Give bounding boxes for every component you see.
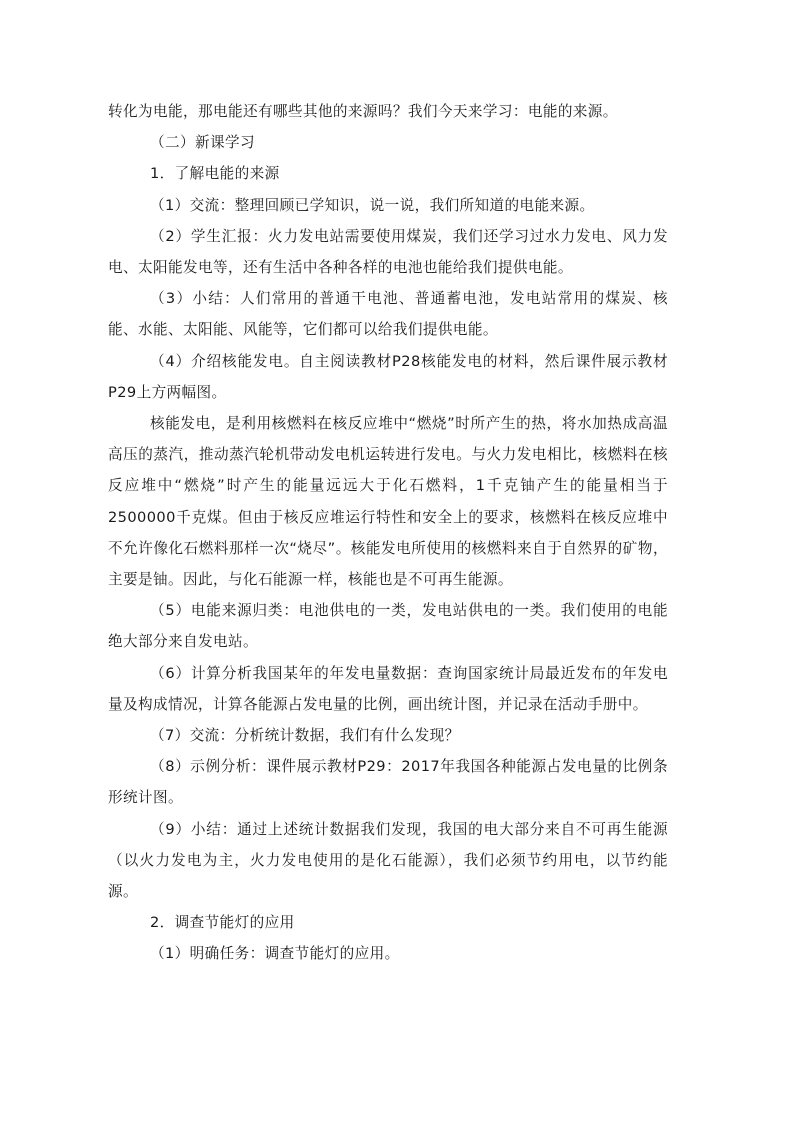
subheading-energy-saving-lamps: 2．调查节能灯的应用 (150, 914, 295, 932)
paragraph-step-6: （6）计算分析我国某年的年发电量数据：查询国家统计局最近发布的年发电量及构成情况，计算各能源占发电量的比例，画出统计图，并记录在活动手册中。 (108, 664, 668, 713)
paragraph-step-8: （8）示例分析：课件展示教材P29：2017年我国各种能源占发电量的比例条形统计图。 (108, 758, 668, 807)
section-heading-new-lesson: （二）新课学习 (150, 134, 255, 152)
paragraph-step-4: （4）介绍核能发电。自主阅读教材P28核能发电的材料，然后课件展示教材P29上方两幅图。 (108, 352, 668, 401)
paragraph-intro-continuation: 转化为电能，那电能还有哪些其他的来源吗？我们今天来学习：电能的来源。 (108, 103, 618, 120)
paragraph-step-7: （7）交流：分析统计数据，我们有什么发现？ (150, 727, 460, 745)
document-body (108, 96, 668, 970)
subheading-electricity-sources: 1．了解电能的来源 (150, 165, 280, 183)
paragraph-nuclear-power: 核能发电，是利用核燃料在核反应堆中“燃烧”时所产生的热，将水加热成高温高压的蒸汽，推动蒸汽轮机带动发电机运转进行发电。与火力发电相比，核燃料在核反应堆中“燃烧”时产生的能量远远大于化石燃料，1千克铀产生的能量相当于2500000千克煤。但由于核反应堆运行特性和安全上的要求，核燃料在核反应堆中不允许像化石燃料那样一次“烧尽”。核能发电所使用的核燃料来自于自然界的矿物，主要是铀。因此，与化石能源一样，核能也是不可再生能源。 (108, 415, 668, 589)
paragraph-step-1: （1）交流：整理回顾已学知识，说一说，我们所知道的电能来源。 (150, 196, 595, 214)
paragraph-step-9: （9）小结：通过上述统计数据我们发现，我国的电大部分来自不可再生能源（以火力发电为主，火力发电使用的是化石能源），我们必须节约用电，以节约能源。 (108, 820, 668, 901)
paragraph-step-2: （2）学生汇报：火力发电站需要使用煤炭，我们还学习过水力发电、风力发电、太阳能发电等，还有生活中各种各样的电池也能给我们提供电能。 (108, 227, 668, 277)
paragraph-task: （1）明确任务：调查节能灯的应用。 (150, 945, 400, 963)
paragraph-step-3: （3）小结：人们常用的普通干电池、普通蓄电池，发电站常用的煤炭、核能、水能、太阳能、风能等，它们都可以给我们提供电能。 (108, 290, 668, 339)
paragraph-step-5: （5）电能来源归类：电池供电的一类，发电站供电的一类。我们使用的电能绝大部分来自发电站。 (108, 602, 668, 651)
